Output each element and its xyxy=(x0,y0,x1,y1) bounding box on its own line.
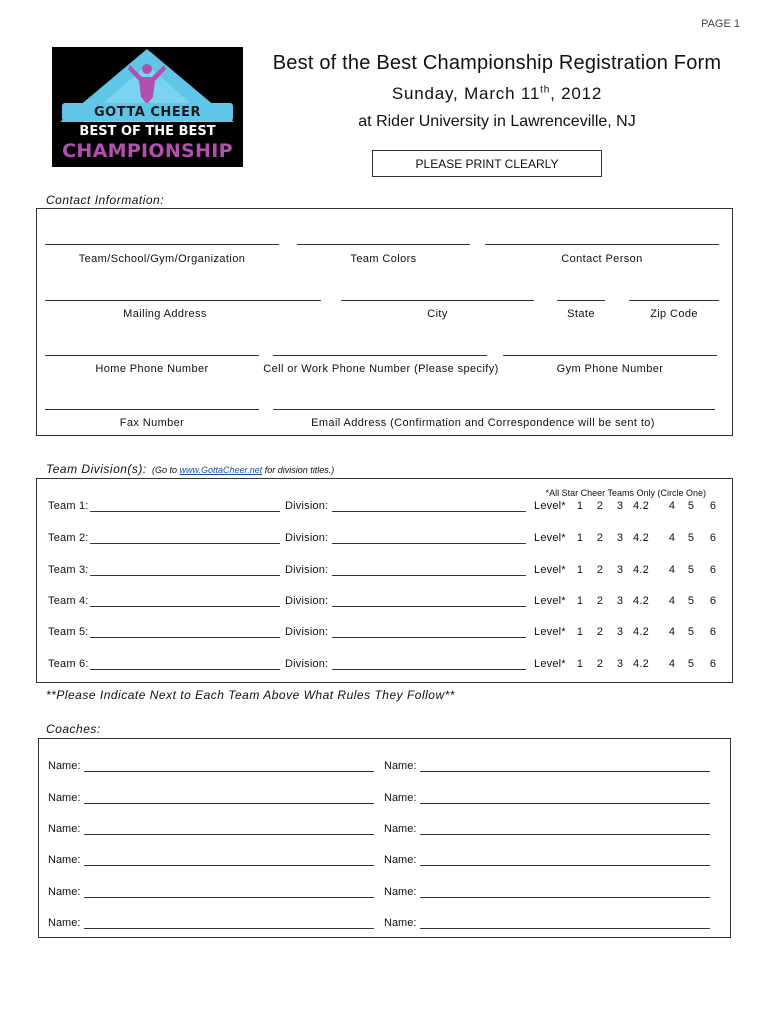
level-option[interactable]: 4 xyxy=(668,564,676,576)
coaches-label: Coaches: xyxy=(46,722,101,736)
level-option[interactable]: 4 xyxy=(668,626,676,638)
level-label: Level* xyxy=(534,658,566,670)
contact-person-caption: Contact Person xyxy=(561,253,643,265)
zip-code-caption: Zip Code xyxy=(650,308,698,320)
team-name-input[interactable] xyxy=(90,511,280,512)
team-row xyxy=(48,658,728,674)
coach-name-row xyxy=(384,886,714,902)
coach-name-label: Name: xyxy=(48,823,81,835)
team-label: Team 6: xyxy=(48,658,89,670)
level-option[interactable]: 4 xyxy=(668,658,676,670)
coach-name-label: Name: xyxy=(384,823,417,835)
level-option[interactable]: 5 xyxy=(687,658,695,670)
level-option[interactable]: 1 xyxy=(576,595,584,607)
coach-name-label: Name: xyxy=(48,854,81,866)
division-label: Division: xyxy=(285,532,329,544)
coach-name-input[interactable] xyxy=(420,834,710,835)
coach-name-input[interactable] xyxy=(420,865,710,866)
level-option[interactable]: 3 xyxy=(616,564,624,576)
coach-name-label: Name: xyxy=(384,886,417,898)
division-label: Division: xyxy=(285,595,329,607)
level-option[interactable]: 1 xyxy=(576,658,584,670)
division-input[interactable] xyxy=(332,575,526,576)
coach-name-input[interactable] xyxy=(84,803,374,804)
level-option[interactable]: 2 xyxy=(596,658,604,670)
level-option[interactable]: 4.2 xyxy=(633,626,649,638)
coach-name-input[interactable] xyxy=(84,928,374,929)
state-caption: State xyxy=(567,308,595,320)
level-option[interactable]: 2 xyxy=(596,595,604,607)
team-label: Team 3: xyxy=(48,564,89,576)
team-row xyxy=(48,595,728,611)
level-option[interactable]: 6 xyxy=(709,500,717,512)
level-option[interactable]: 6 xyxy=(709,595,717,607)
form-title: Best of the Best Championship Registration Form xyxy=(272,52,722,74)
division-input[interactable] xyxy=(332,543,526,544)
mailing-address-field[interactable] xyxy=(45,300,321,301)
team-name-input[interactable] xyxy=(90,669,280,670)
division-label: Division: xyxy=(285,564,329,576)
zip-code-field[interactable] xyxy=(629,300,719,301)
level-option[interactable]: 2 xyxy=(596,564,604,576)
level-label: Level* xyxy=(534,595,566,607)
division-input[interactable] xyxy=(332,606,526,607)
coach-name-label: Name: xyxy=(48,886,81,898)
contact-info-box xyxy=(36,208,733,436)
level-option[interactable]: 3 xyxy=(616,532,624,544)
coach-name-row xyxy=(48,823,378,839)
event-date xyxy=(262,84,732,104)
city-caption: City xyxy=(427,308,448,320)
gym-phone-caption: Gym Phone Number xyxy=(556,363,664,375)
coach-name-input[interactable] xyxy=(420,803,710,804)
team-row xyxy=(48,532,728,548)
gotta-cheer-logo xyxy=(52,47,243,167)
level-option[interactable]: 2 xyxy=(596,626,604,638)
logo-text-championship: CHAMPIONSHIP xyxy=(62,140,233,162)
team-divisions-label: Team Division(s): xyxy=(46,462,147,476)
level-option[interactable]: 5 xyxy=(687,595,695,607)
level-option[interactable]: 5 xyxy=(687,564,695,576)
coach-name-label: Name: xyxy=(384,792,417,804)
coach-name-label: Name: xyxy=(48,792,81,804)
logo-text-gotta: GOTTA CHEER xyxy=(93,105,202,120)
coach-name-label: Name: xyxy=(48,917,81,929)
level-option[interactable]: 2 xyxy=(596,500,604,512)
coach-name-input[interactable] xyxy=(420,897,710,898)
allstar-note: *All Star Cheer Teams Only (Circle One) xyxy=(545,488,706,498)
division-note xyxy=(152,465,334,475)
print-clearly-notice: PLEASE PRINT CLEARLY xyxy=(372,150,602,177)
cell-phone-field[interactable] xyxy=(273,355,487,356)
event-date-sup: th xyxy=(540,84,551,96)
state-field[interactable] xyxy=(557,300,605,301)
event-date-main: Sunday, March 11 xyxy=(391,84,541,103)
team-name-caption: Team/School/Gym/Organization xyxy=(78,253,246,265)
coach-name-input[interactable] xyxy=(84,897,374,898)
team-label: Team 2: xyxy=(48,532,89,544)
level-option[interactable]: 4 xyxy=(668,595,676,607)
level-option[interactable]: 3 xyxy=(616,500,624,512)
team-row xyxy=(48,500,728,516)
team-row xyxy=(48,626,728,642)
level-option[interactable]: 4.2 xyxy=(633,564,649,576)
division-input[interactable] xyxy=(332,669,526,670)
level-option[interactable]: 4 xyxy=(668,500,676,512)
contact-info-label: Contact Information: xyxy=(46,193,165,207)
coach-name-input[interactable] xyxy=(84,771,374,772)
team-label: Team 4: xyxy=(48,595,89,607)
team-label: Team 1: xyxy=(48,500,89,512)
level-option[interactable]: 1 xyxy=(576,564,584,576)
coach-name-row xyxy=(384,823,714,839)
division-label: Division: xyxy=(285,626,329,638)
level-label: Level* xyxy=(534,626,566,638)
level-option[interactable]: 5 xyxy=(687,626,695,638)
home-phone-caption: Home Phone Number xyxy=(95,363,209,375)
team-name-input[interactable] xyxy=(90,606,280,607)
coach-name-row xyxy=(384,760,714,776)
coach-name-input[interactable] xyxy=(420,928,710,929)
team-name-input[interactable] xyxy=(90,543,280,544)
level-option[interactable]: 2 xyxy=(596,532,604,544)
event-date-year: , 2012 xyxy=(550,84,603,103)
coach-name-row xyxy=(48,760,378,776)
division-input[interactable] xyxy=(332,511,526,512)
coach-name-label: Name: xyxy=(384,917,417,929)
gym-phone-field[interactable] xyxy=(503,355,717,356)
home-phone-field[interactable] xyxy=(45,355,259,356)
level-option[interactable]: 6 xyxy=(709,564,717,576)
level-option[interactable]: 6 xyxy=(709,532,717,544)
coach-name-input[interactable] xyxy=(84,865,374,866)
fax-field[interactable] xyxy=(45,409,259,410)
division-label: Division: xyxy=(285,658,329,670)
contact-person-field[interactable] xyxy=(485,244,719,245)
level-option[interactable]: 4 xyxy=(668,532,676,544)
coach-name-input[interactable] xyxy=(420,771,710,772)
level-option[interactable]: 5 xyxy=(687,500,695,512)
coach-name-row xyxy=(48,854,378,870)
logo-text-best: BEST OF THE BEST xyxy=(79,124,216,139)
team-name-input[interactable] xyxy=(90,575,280,576)
gottacheer-link[interactable]: www.GottaCheer.net xyxy=(179,465,263,475)
level-option[interactable]: 1 xyxy=(576,532,584,544)
coach-name-row xyxy=(384,792,714,808)
coach-name-label: Name: xyxy=(48,760,81,772)
level-option[interactable]: 4.2 xyxy=(633,500,649,512)
event-venue: at Rider University in Lawrenceville, NJ xyxy=(358,113,636,130)
level-option[interactable]: 4.2 xyxy=(633,532,649,544)
level-option[interactable]: 4.2 xyxy=(633,595,649,607)
level-option[interactable]: 1 xyxy=(576,626,584,638)
coach-name-row xyxy=(48,792,378,808)
team-label: Team 5: xyxy=(48,626,89,638)
level-label: Level* xyxy=(534,500,566,512)
level-option[interactable]: 1 xyxy=(576,500,584,512)
team-colors-field[interactable] xyxy=(297,244,470,245)
level-option[interactable]: 6 xyxy=(709,626,717,638)
level-option[interactable]: 4.2 xyxy=(633,658,649,670)
coach-name-label: Name: xyxy=(384,854,417,866)
email-field[interactable] xyxy=(273,409,715,410)
coach-name-row xyxy=(384,917,714,933)
division-note-prefix: (Go to xyxy=(152,465,180,475)
team-colors-caption: Team Colors xyxy=(350,253,417,265)
city-field[interactable] xyxy=(341,300,534,301)
level-option[interactable]: 5 xyxy=(687,532,695,544)
coach-name-input[interactable] xyxy=(84,834,374,835)
level-option[interactable]: 3 xyxy=(616,658,624,670)
mailing-address-caption: Mailing Address xyxy=(123,308,207,320)
division-input[interactable] xyxy=(332,637,526,638)
level-option[interactable]: 6 xyxy=(709,658,717,670)
team-row xyxy=(48,564,728,580)
coach-name-label: Name: xyxy=(384,760,417,772)
level-option[interactable]: 3 xyxy=(616,626,624,638)
level-option[interactable]: 3 xyxy=(616,595,624,607)
division-label: Division: xyxy=(285,500,329,512)
email-caption: Email Address (Confirmation and Correspondence will be sent to) xyxy=(311,417,655,429)
cell-phone-caption: Cell or Work Phone Number (Please specify) xyxy=(263,363,499,375)
level-label: Level* xyxy=(534,532,566,544)
fax-caption: Fax Number xyxy=(119,417,185,429)
level-label: Level* xyxy=(534,564,566,576)
coach-name-row xyxy=(48,886,378,902)
page-number: PAGE 1 xyxy=(701,18,740,30)
coach-name-row xyxy=(384,854,714,870)
division-note-suffix: for division titles.) xyxy=(262,465,335,475)
team-name-field[interactable] xyxy=(45,244,279,245)
team-name-input[interactable] xyxy=(90,637,280,638)
rules-note: **Please Indicate Next to Each Team Above What Rules They Follow** xyxy=(46,688,455,702)
coach-name-row xyxy=(48,917,378,933)
